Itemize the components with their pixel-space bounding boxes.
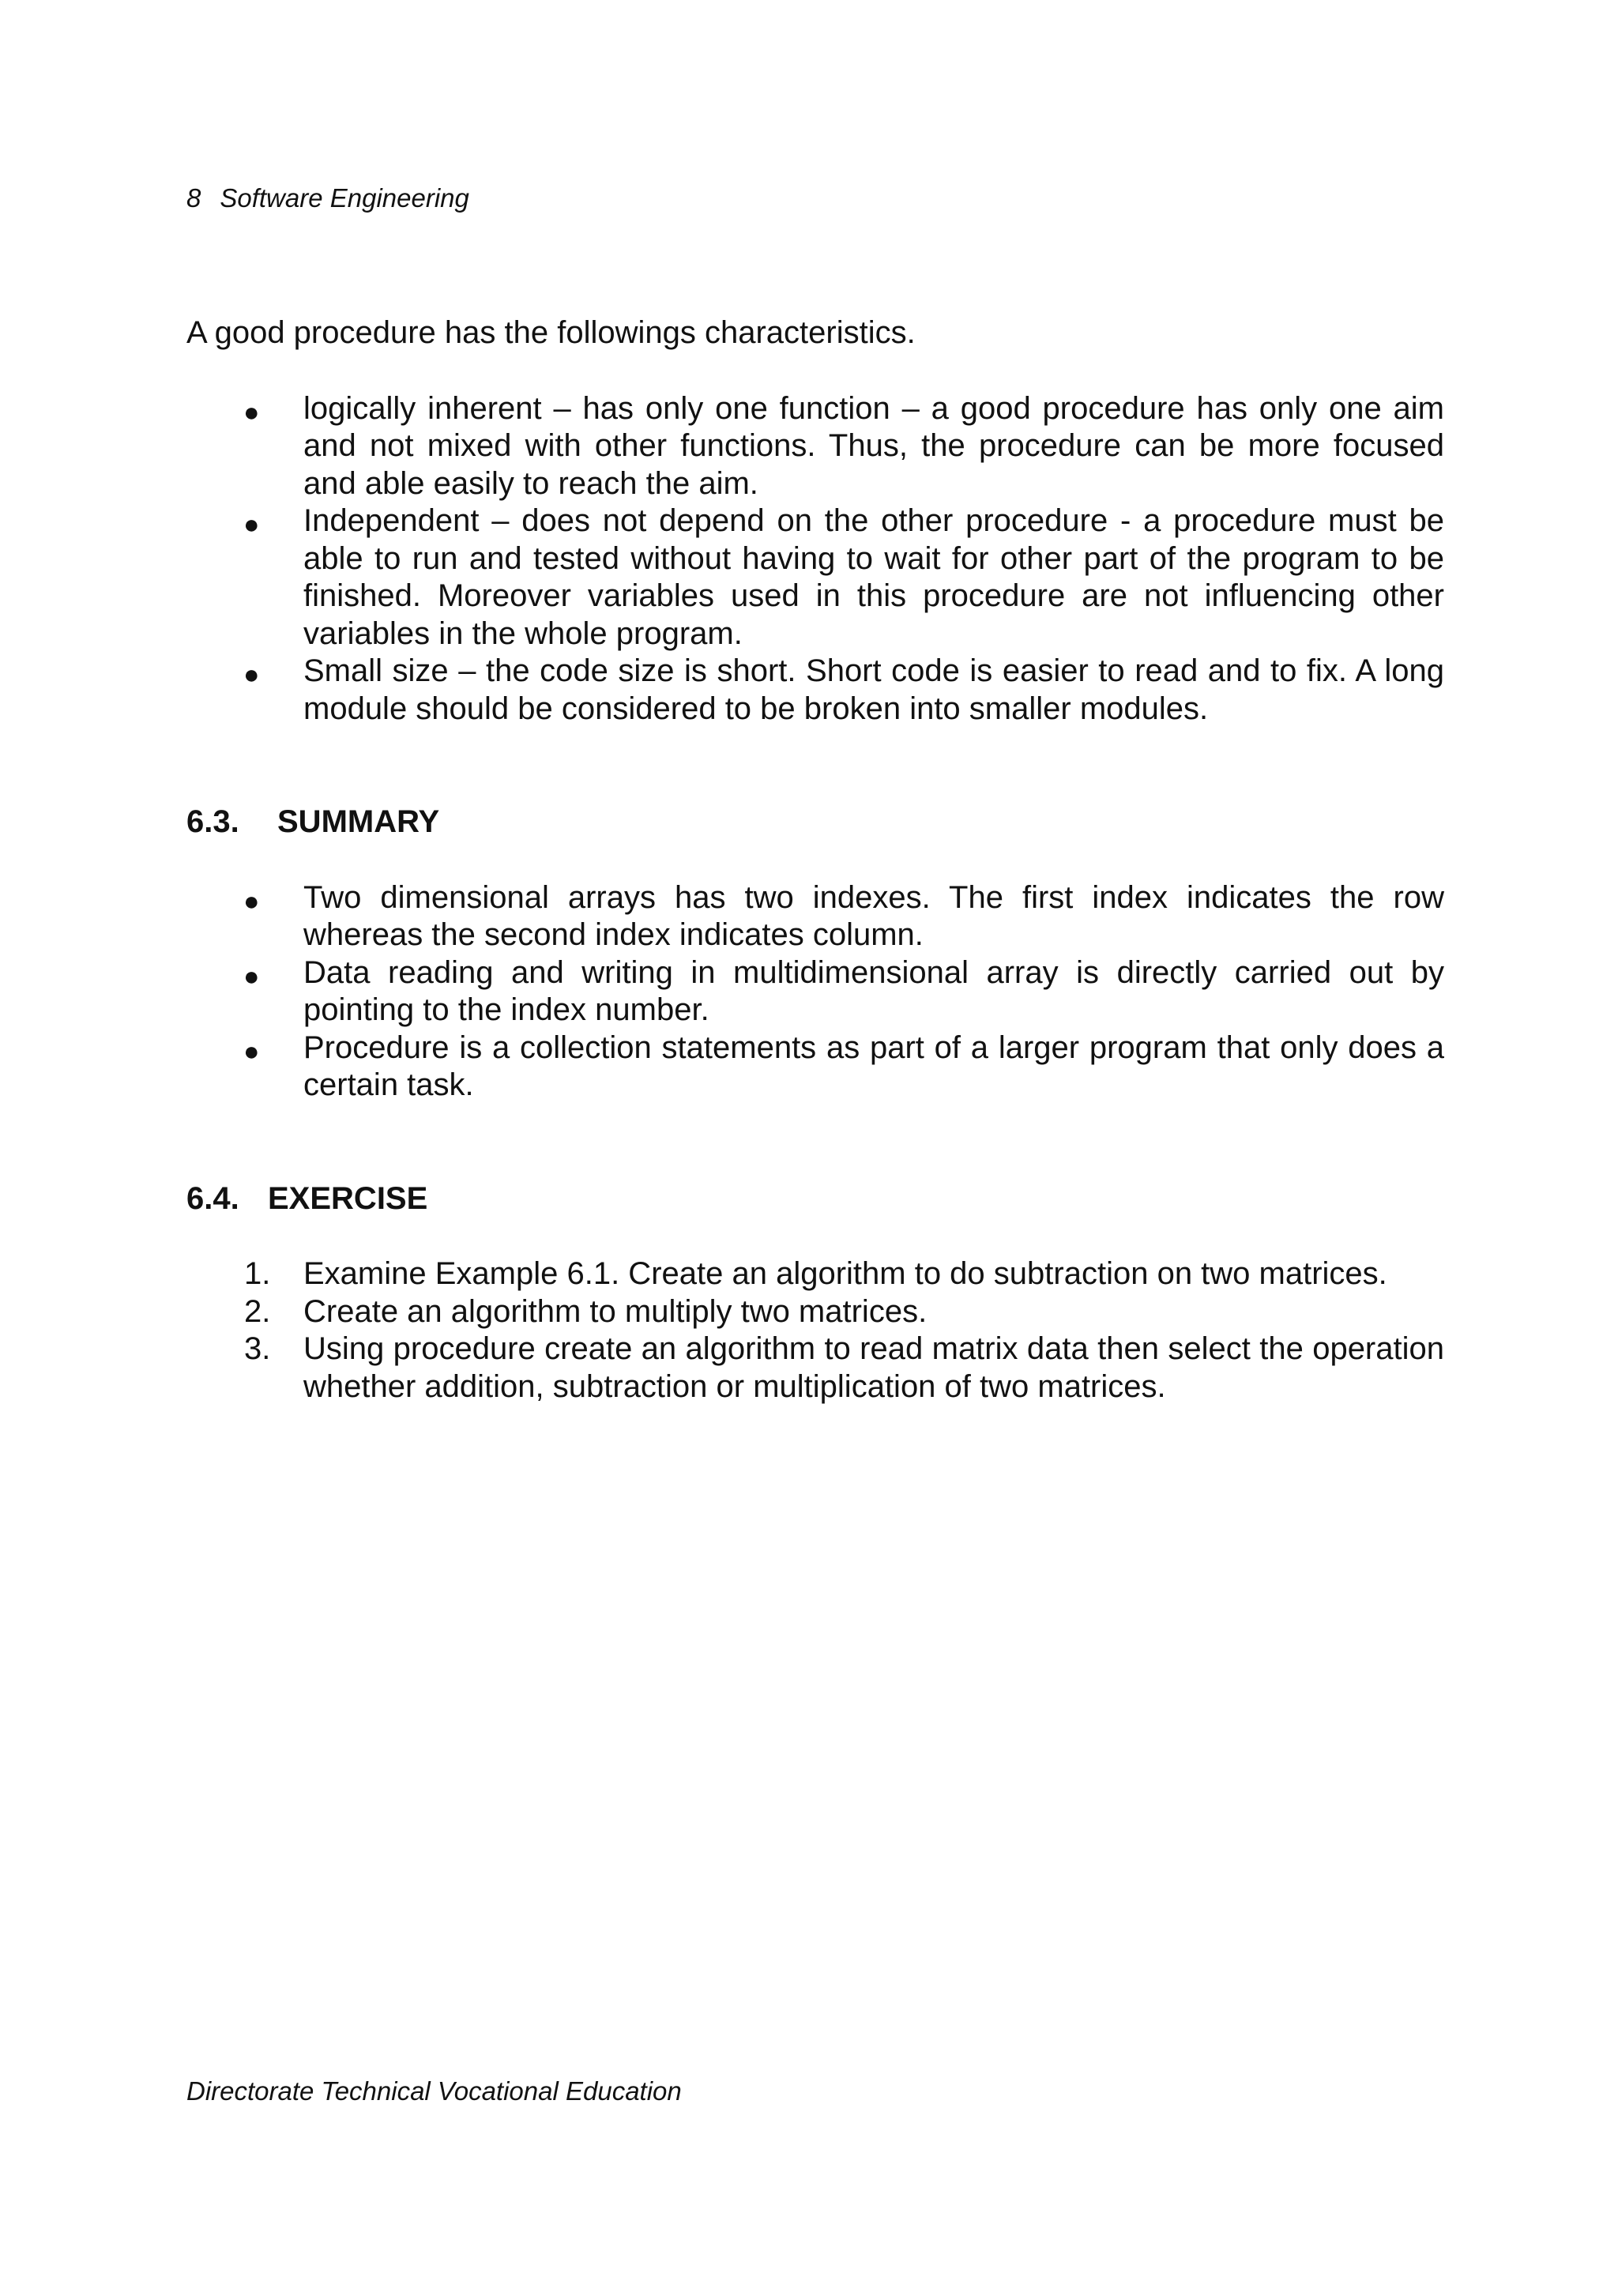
page-content bbox=[186, 314, 1444, 1406]
summary-list bbox=[186, 879, 1444, 1105]
list-item-text: Create an algorithm to multiply two matrices. bbox=[303, 1293, 928, 1329]
list-item-text: Procedure is a collection statements as part of a larger program that only does a certain task. bbox=[303, 1029, 1444, 1102]
list-item bbox=[186, 1029, 1444, 1105]
summary-heading bbox=[186, 804, 1444, 841]
list-item-text: Two dimensional arrays has two indexes. The first index indicates the row whereas the second index indicates column. bbox=[303, 879, 1444, 952]
item-number: 1. bbox=[244, 1256, 271, 1291]
list-item-text: logically inherent – has only one function – a good procedure has only one aim and not mixed with other functions. Thus, the procedure can be more focused and able easily to reach the aim. bbox=[303, 390, 1444, 501]
exercise-heading bbox=[186, 1180, 1444, 1218]
list-item bbox=[186, 954, 1444, 1029]
bullet-icon: ● bbox=[243, 961, 260, 992]
list-item bbox=[186, 653, 1444, 728]
characteristics-list bbox=[186, 390, 1444, 728]
list-item bbox=[186, 879, 1444, 954]
intro-paragraph: A good procedure has the followings characteristics. bbox=[186, 315, 916, 350]
list-item bbox=[186, 1255, 1444, 1293]
running-footer: Directorate Technical Vocational Education bbox=[186, 2076, 682, 2106]
bullet-icon: ● bbox=[243, 397, 260, 427]
page-number: 8 bbox=[186, 183, 201, 213]
section-number: 6.3. bbox=[186, 804, 239, 839]
bullet-icon: ● bbox=[243, 660, 260, 690]
list-item bbox=[186, 390, 1444, 503]
list-item bbox=[186, 1331, 1444, 1406]
bullet-icon: ● bbox=[243, 1036, 260, 1067]
item-number: 2. bbox=[244, 1293, 271, 1329]
list-item-text: Independent – does not depend on the other procedure - a procedure must be able to run and tested without having to wait for other part of the program to be finished. Moreover variables used in this procedure are not influencing other variables in the whole program. bbox=[303, 503, 1444, 651]
list-item-text: Examine Example 6.1. Create an algorithm to do subtraction on two matrices. bbox=[303, 1256, 1387, 1291]
list-item-text: Using procedure create an algorithm to read matrix data then select the operation whether addition, subtraction or multiplication of two matrices. bbox=[303, 1331, 1444, 1404]
list-item bbox=[186, 1293, 1444, 1331]
item-number: 3. bbox=[244, 1331, 271, 1366]
running-header bbox=[186, 183, 469, 213]
section-title: EXERCISE bbox=[268, 1180, 428, 1216]
section-title: SUMMARY bbox=[277, 804, 440, 839]
list-item-text: Data reading and writing in multidimensional array is directly carried out by pointing to the index number. bbox=[303, 954, 1444, 1027]
section-number: 6.4. bbox=[186, 1180, 239, 1216]
exercise-list bbox=[186, 1255, 1444, 1406]
list-item-text: Small size – the code size is short. Short code is easier to read and to fix. A long module should be considered to be broken into smaller modules. bbox=[303, 653, 1444, 726]
book-title: Software Engineering bbox=[220, 183, 469, 213]
bullet-icon: ● bbox=[243, 510, 260, 540]
list-item bbox=[186, 502, 1444, 653]
bullet-icon: ● bbox=[243, 886, 260, 917]
